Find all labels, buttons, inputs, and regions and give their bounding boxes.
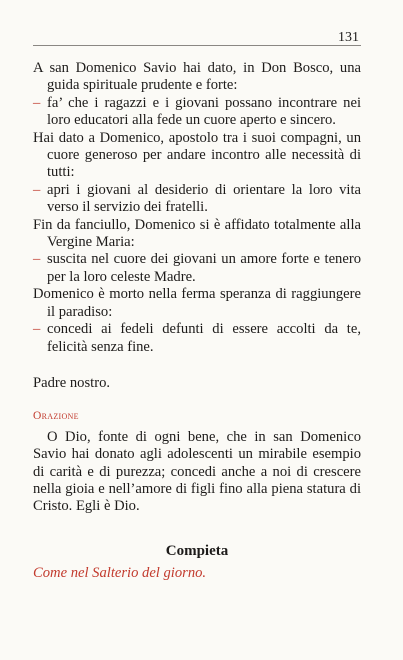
closing-prayer: Padre nostro. — [33, 374, 111, 391]
petition-text: A san Domenico Savio hai dato, in Don Bosco, una guida spirituale prudente e forte: — [33, 60, 361, 94]
compieta-reference: Come nel Salterio del giorno. — [33, 565, 207, 582]
page-number: 131 — [338, 30, 359, 45]
dash-marker: – — [33, 181, 41, 198]
intercession-3 — [33, 217, 361, 287]
response-text: – suscita nel cuore dei giovani un amore forte e tenero per la loro celeste Madre. — [33, 251, 361, 285]
dash-marker: – — [33, 321, 41, 338]
response-text: – concedi ai fedeli defunti di essere accolti da te, felicità senza fine. — [33, 321, 361, 355]
intercession-1 — [33, 60, 361, 130]
oration-text: O Dio, fonte di ogni bene, che in san Domenico Savio hai donato agli adolescenti un mirabile esempio di carità e di purezza; concedi anche a noi di crescere nella gioia e nell’amore di figli fino alla piena statura di Cristo. Egli è Dio. — [33, 428, 361, 515]
response-text: – apri i giovani al desiderio di orientare la loro vita verso il servizio dei fratelli. — [33, 181, 361, 216]
oration-label: Orazione — [33, 410, 79, 423]
petition-text: Domenico è morto nella ferma speranza di raggiungere il paradiso: — [33, 286, 361, 320]
petition-text: Fin da fanciullo, Domenico si è affidato totalmente alla Vergine Maria: — [33, 216, 361, 251]
page-content — [33, 60, 361, 583]
dash-marker: – — [33, 251, 41, 268]
petition-text: Hai dato a Domenico, apostolo tra i suoi compagni, un cuore generoso per andare incontro alle necessità di tutti: — [33, 129, 361, 181]
compieta-heading: Compieta — [165, 542, 229, 559]
intercession-4 — [33, 286, 361, 356]
page-header — [33, 28, 361, 46]
intercession-2 — [33, 130, 361, 217]
dash-marker: – — [33, 94, 41, 111]
response-text: – fa’ che i ragazzi e i giovani possano incontrare nei loro educatori alla fede un cuore aperto e sincero. — [33, 94, 361, 129]
